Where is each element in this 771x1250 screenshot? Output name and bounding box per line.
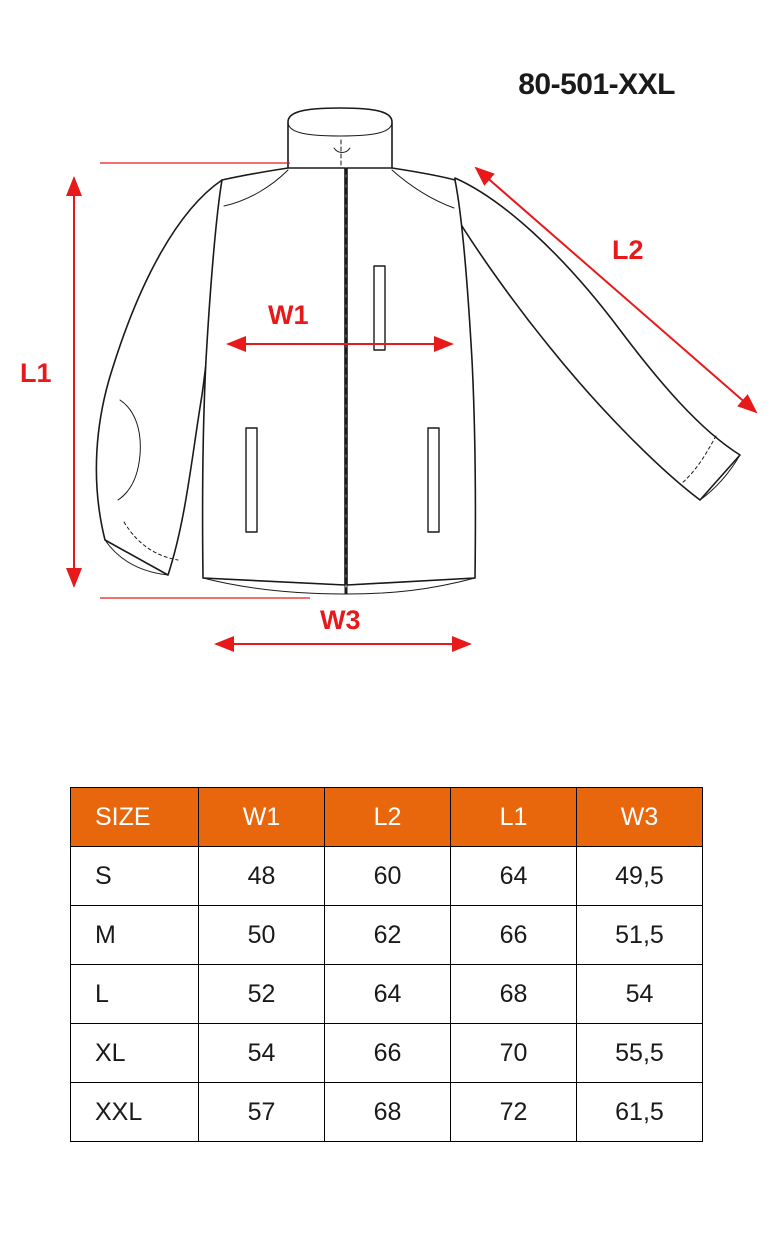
cell-size: M: [71, 906, 199, 965]
size-table-container: [70, 787, 702, 1142]
cell-w3: 49,5: [577, 847, 703, 906]
table-row: [71, 906, 703, 965]
cell-l1: 72: [451, 1083, 577, 1142]
cell-l2: 60: [325, 847, 451, 906]
table-row: [71, 965, 703, 1024]
table-header-l2: L2: [325, 788, 451, 847]
table-row: [71, 847, 703, 906]
cell-size: L: [71, 965, 199, 1024]
cell-size: XL: [71, 1024, 199, 1083]
cell-l1: 66: [451, 906, 577, 965]
product-code: 80-501-XXL: [518, 68, 675, 101]
cell-w3: 51,5: [577, 906, 703, 965]
table-header-w3: W3: [577, 788, 703, 847]
cell-w1: 57: [199, 1083, 325, 1142]
dimension-label-l1: L1: [20, 358, 52, 388]
table-header-w1: W1: [199, 788, 325, 847]
cell-w1: 52: [199, 965, 325, 1024]
cell-size: XXL: [71, 1083, 199, 1142]
dimension-label-l2: L2: [612, 235, 644, 265]
table-row: [71, 1083, 703, 1142]
cell-w1: 54: [199, 1024, 325, 1083]
cell-l1: 64: [451, 847, 577, 906]
cell-l2: 64: [325, 965, 451, 1024]
table-header-l1: L1: [451, 788, 577, 847]
cell-l2: 62: [325, 906, 451, 965]
cell-size: S: [71, 847, 199, 906]
table-row: [71, 1024, 703, 1083]
cell-w1: 48: [199, 847, 325, 906]
jacket-outline: [96, 108, 740, 594]
table-header-row: [71, 788, 703, 847]
size-table: [70, 787, 703, 1142]
cell-w3: 61,5: [577, 1083, 703, 1142]
cell-l1: 70: [451, 1024, 577, 1083]
cell-w3: 55,5: [577, 1024, 703, 1083]
cell-l2: 68: [325, 1083, 451, 1142]
cell-l2: 66: [325, 1024, 451, 1083]
cell-w1: 50: [199, 906, 325, 965]
dimension-label-w3: W3: [320, 605, 361, 635]
dimension-label-w1: W1: [268, 300, 309, 330]
cell-l1: 68: [451, 965, 577, 1024]
cell-w3: 54: [577, 965, 703, 1024]
table-header-size: SIZE: [71, 788, 199, 847]
